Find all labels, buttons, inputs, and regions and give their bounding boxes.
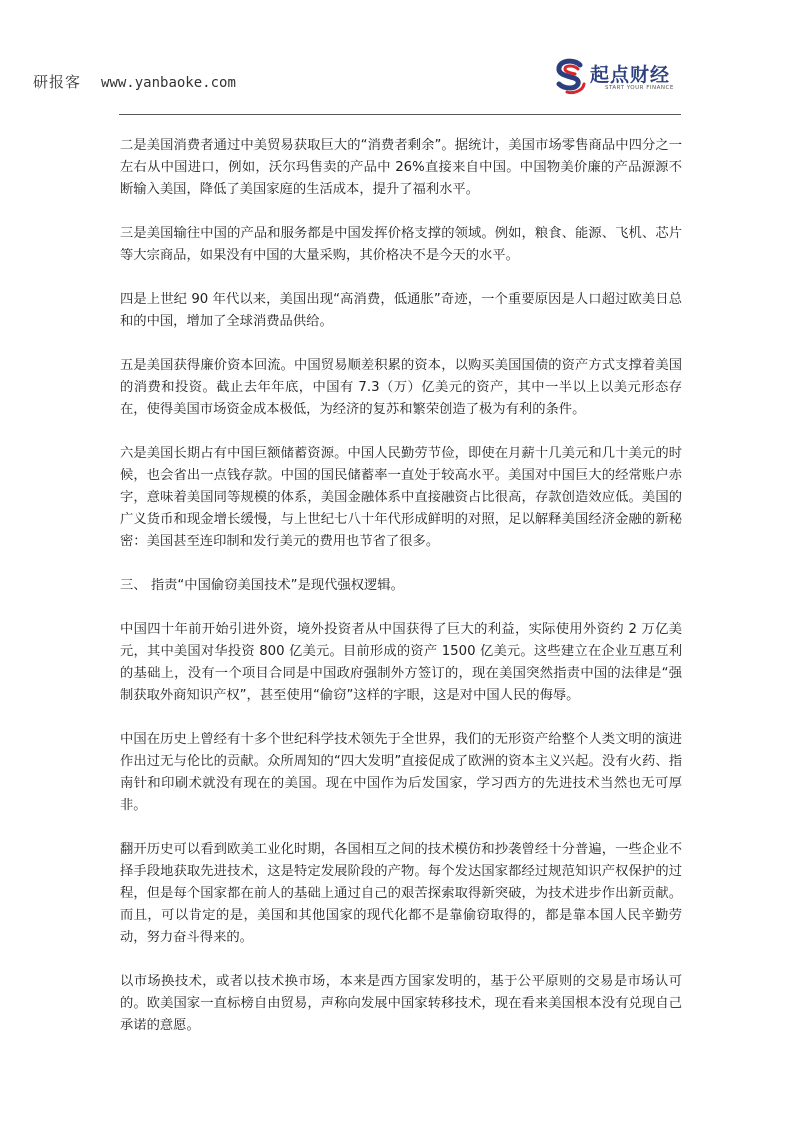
paragraph-capital-return: 五是美国获得廉价资本回流。中国贸易顺差积累的资本，以购买美国国债的资产方式支撑着美国的消费和投资。截止去年年底，中国有 7.3（万）亿美元的资产，其中一半以上以美元形态存在，使得美国市场资金成本极低，为经济的复苏和繁荣创造了极为有利的条件。 [120, 358, 682, 417]
article-body [120, 135, 682, 1059]
logo-subtext: START YOUR FINANCE [605, 85, 674, 91]
section-heading: 三、 指责“中国偷窃美国技术”是现代强权逻辑。 [120, 578, 404, 593]
site-url[interactable]: www.yanbaoke.com [101, 75, 236, 91]
site-identity [33, 71, 236, 92]
paragraph-industrialization: 翻开历史可以看到欧美工业化时期，各国相互之间的技术模仿和抄袭曾经十分普遍，一些企业不择手段地获取先进技术，这是特定发展阶段的产物。每个发达国家都经过规范知识产权保护的过程，但是每个国家都在前人的基础上通过自己的艰苦探索取得新突破，为技术进步作出新贡献。而且，可以肯定的是，美国和其他国家的现代化都不是靠偷窃取得的，都是靠本国人民辛勤劳动，努力奋斗得来的。 [120, 842, 682, 945]
page-header [0, 0, 800, 116]
paragraph-foreign-investment: 中国四十年前开始引进外资，境外投资者从中国获得了巨大的利益，实际使用外资约 2 万亿美元，其中美国对华投资 800 亿美元。目前形成的资产 1500 亿美元。这些建立在企业互惠互利的基础上，没有一个项目合同是中国政府强制外方签订的，现在美国突然指责中国的法律是“强制获取外商知识产权”，甚至使用“偷窃”这样的字眼，这是对中国人民的侮辱。 [120, 622, 682, 703]
paragraph-savings: 六是美国长期占有中国巨额储蓄资源。中国人民勤劳节俭，即使在月薪十几美元和几十美元的时候，也会省出一点钱存款。中国的国民储蓄率一直处于较高水平。美国对中国巨大的经常账户赤字，意味着美国同等规模的体系，美国金融体系中直接融资占比很高，存款创造效应低。美国的广义货币和现金增长缓慢，与上世纪七八十年代形成鲜明的对照，足以解释美国经济金融的新秘密：美国甚至连印制和发行美元的费用也节省了很多。 [120, 446, 682, 549]
paragraph-consumer-surplus: 二是美国消费者通过中美贸易获取巨大的“消费者剩余”。据统计，美国市场零售商品中四分之一左右从中国进口，例如，沃尔玛售卖的产品中 26%直接来自中国。中国物美价廉的产品源源不断输入美国，降低了美国家庭的生活成本，提升了福利水平。 [120, 138, 682, 197]
logo-s-icon [553, 57, 589, 97]
paragraph-price-support: 三是美国输往中国的产品和服务都是中国发挥价格支撑的领域。例如，粮食、能源、飞机、芯片等大宗商品，如果没有中国的大量采购，其价格决不是今天的水平。 [120, 226, 682, 263]
paragraph-history: 中国在历史上曾经有十多个世纪科学技术领先于全世界，我们的无形资产给整个人类文明的演进作出过无与伦比的贡献。众所周知的“四大发明”直接促成了欧洲的资本主义兴起。没有火药、指南针和印刷术就没有现在的美国。现在中国作为后发国家，学习西方的先进技术当然也无可厚非。 [120, 732, 682, 813]
paragraph-low-inflation: 四是上世纪 90 年代以来，美国出现“高消费，低通胀”奇迹，一个重要原因是人口超过欧美日总和的中国，增加了全球消费品供给。 [120, 292, 682, 329]
site-name: 研报客 [33, 73, 82, 91]
paragraph-market-for-tech: 以市场换技术，或者以技术换市场，本来是西方国家发明的，基于公平原则的交易是市场认可的。欧美国家一直标榜自由贸易，声称向发展中国家转移技术，现在看来美国根本没有兑现自己承诺的意愿。 [120, 974, 682, 1033]
brand-logo [553, 57, 683, 97]
logo-text: 起点财经 [590, 64, 671, 86]
header-divider [119, 114, 681, 115]
